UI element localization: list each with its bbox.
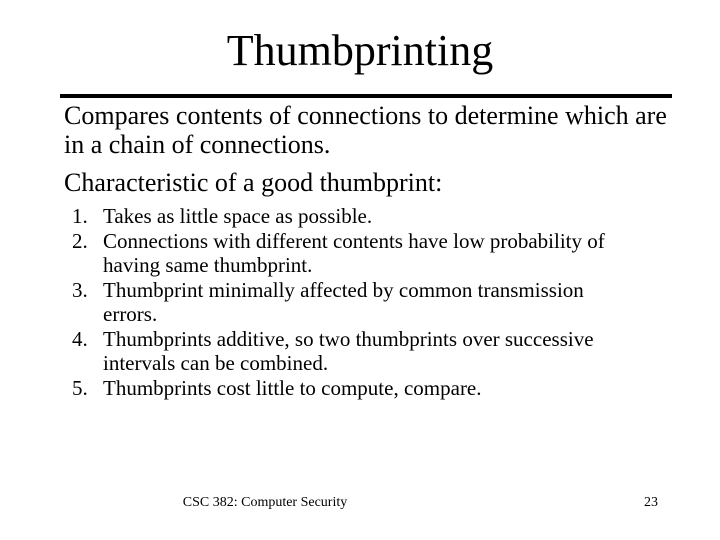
list-item <box>72 376 632 401</box>
list-item-number: 1. <box>72 204 88 228</box>
list-item-number: 4. <box>72 326 88 351</box>
list-item-text: Thumbprints cost little to compute, compare. <box>103 375 482 400</box>
slide-title: Thumbprinting <box>226 26 494 75</box>
list-item-text: Connections with different contents have low probability of having same thumbprint. <box>103 228 605 277</box>
body-paragraph: Characteristic of a good thumbprint: <box>64 168 443 197</box>
footer-course: CSC 382: Computer Security <box>182 495 348 510</box>
page-number: 23 <box>644 495 658 510</box>
list-item-text: Thumbprint minimally affected by common transmission errors. <box>103 277 584 326</box>
list-item <box>72 278 632 327</box>
numbered-list <box>72 204 632 400</box>
list-item <box>72 204 632 229</box>
body-paragraph: Compares contents of connections to determine which are in a chain of connections. <box>64 101 667 159</box>
list-item-text: Takes as little space as possible. <box>103 204 373 228</box>
title-divider <box>60 94 672 98</box>
list-item-number: 5. <box>72 375 88 400</box>
list-item <box>72 229 632 278</box>
list-item <box>72 327 632 376</box>
list-item-number: 2. <box>72 228 88 253</box>
list-item-text: Thumbprints additive, so two thumbprints over successive intervals can be combined. <box>103 326 594 375</box>
list-item-number: 3. <box>72 277 88 302</box>
